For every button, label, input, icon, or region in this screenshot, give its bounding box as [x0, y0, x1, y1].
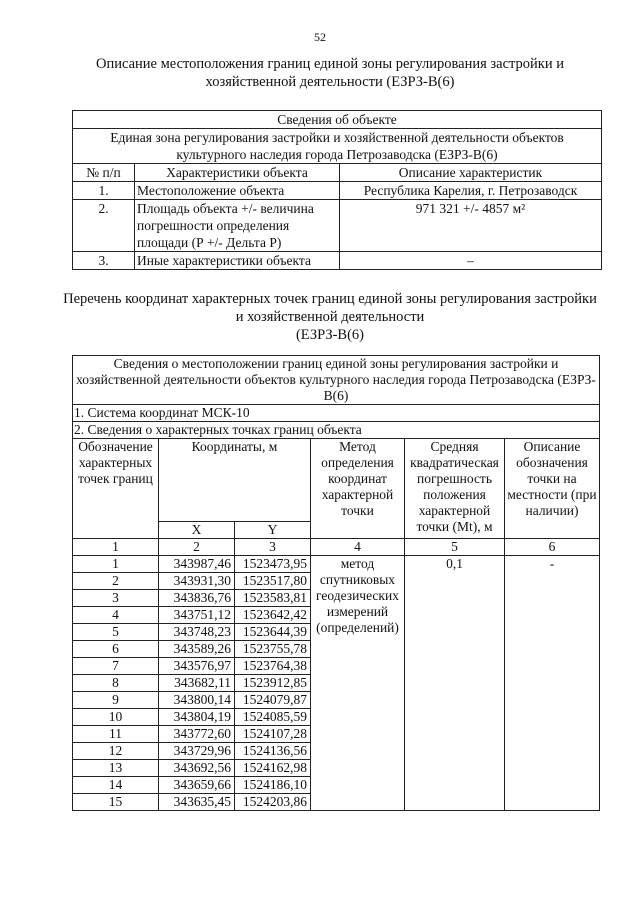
point-x: 343635,45 — [159, 794, 235, 811]
table-row — [73, 252, 602, 270]
col-number: 4 — [311, 539, 405, 556]
col-number: 2 — [159, 539, 235, 556]
point-number: 3 — [73, 590, 159, 607]
object-name: Единая зона регулирования застройки и хозяйственной деятельности объектов культурного наследия города Петрозаводска (ЕЗРЗ-В(6) — [73, 129, 602, 164]
col-number: 3 — [235, 539, 311, 556]
point-x: 343682,11 — [159, 675, 235, 692]
point-x: 343659,66 — [159, 777, 235, 794]
point-x: 343692,56 — [159, 760, 235, 777]
point-x: 343836,76 — [159, 590, 235, 607]
row-number: 1. — [73, 182, 135, 200]
row-number: 3. — [73, 252, 135, 270]
point-number: 13 — [73, 760, 159, 777]
point-x: 343729,96 — [159, 743, 235, 760]
point-number: 4 — [73, 607, 159, 624]
object-table-header: Сведения об объекте — [73, 111, 602, 129]
point-x: 343589,26 — [159, 641, 235, 658]
point-y: 1524079,87 — [235, 692, 311, 709]
point-y: 1524085,59 — [235, 709, 311, 726]
coordinates-table-header: Сведения о местоположении границ единой зоны регулирования застройки и хозяйственной деятельности объектов культурного наследия города Петрозаводска (ЕЗРЗ-В(6) — [73, 356, 600, 405]
row-description: Республика Карелия, г. Петрозаводск — [340, 182, 602, 200]
col-desc-header: Описание обозначения точки на местности (при наличии) — [505, 439, 600, 539]
point-y: 1523912,85 — [235, 675, 311, 692]
point-y: 1524107,28 — [235, 726, 311, 743]
coordinates-title-sub: (ЕЗРЗ-В(6) — [295, 327, 365, 343]
point-y: 1523755,78 — [235, 641, 311, 658]
point-number: 11 — [73, 726, 159, 743]
point-y: 1523517,80 — [235, 573, 311, 590]
point-number: 6 — [73, 641, 159, 658]
col-coords-header: Координаты, м — [159, 439, 311, 522]
row-characteristic: Местоположение объекта — [135, 182, 340, 200]
col-number: 1 — [73, 539, 159, 556]
row-description: 971 321 +/- 4857 м² — [340, 200, 602, 252]
table-row — [73, 556, 600, 573]
point-y: 1523473,95 — [235, 556, 311, 573]
point-x: 343931,30 — [159, 573, 235, 590]
point-number: 15 — [73, 794, 159, 811]
point-number: 2 — [73, 573, 159, 590]
col-y-header: Y — [235, 522, 311, 539]
col-method-header: Метод определения координат характерной точки — [311, 439, 405, 539]
method-value: метод спутниковых геодезических измерений (определений) — [311, 556, 405, 811]
col-num-header: № п/п — [73, 164, 135, 182]
col-point-header: Обозначение характерных точек границ — [73, 439, 159, 539]
point-y: 1524162,98 — [235, 760, 311, 777]
coordinate-system: 1. Система координат МСК-10 — [73, 405, 600, 422]
row-characteristic: Площадь объекта +/- величина погрешности определения площади (Р +/- Дельта Р) — [135, 200, 340, 252]
table-row — [73, 182, 602, 200]
point-y: 1523642,42 — [235, 607, 311, 624]
point-x: 343751,12 — [159, 607, 235, 624]
col-accuracy-header: Средняя квадратическая погрешность положения характерной точки (Mt), м — [405, 439, 505, 539]
point-x: 343748,23 — [159, 624, 235, 641]
point-number: 14 — [73, 777, 159, 794]
point-number: 8 — [73, 675, 159, 692]
point-y: 1524136,56 — [235, 743, 311, 760]
point-y: 1523583,81 — [235, 590, 311, 607]
col-char-header: Характеристики объекта — [135, 164, 340, 182]
point-number: 5 — [73, 624, 159, 641]
point-x: 343804,19 — [159, 709, 235, 726]
object-info-table — [72, 110, 602, 270]
row-description: – — [340, 252, 602, 270]
coordinates-title: Перечень координат характерных точек границ единой зоны регулирования застройки и хозяйственной деятельности — [63, 291, 597, 325]
col-x-header: X — [159, 522, 235, 539]
table-row — [73, 200, 602, 252]
point-number: 10 — [73, 709, 159, 726]
point-y: 1524203,86 — [235, 794, 311, 811]
accuracy-value: 0,1 — [405, 556, 505, 811]
col-desc-header: Описание характеристик — [340, 164, 602, 182]
page-number: 52 — [314, 30, 326, 44]
point-x: 343576,97 — [159, 658, 235, 675]
point-number: 12 — [73, 743, 159, 760]
points-info: 2. Сведения о характерных точках границ объекта — [73, 422, 600, 439]
point-number: 7 — [73, 658, 159, 675]
col-number: 6 — [505, 539, 600, 556]
document-title: Описание местоположения границ единой зоны регулирования застройки и хозяйственной деятельности (ЕЗРЗ-В(6) — [96, 56, 564, 90]
point-y: 1523644,39 — [235, 624, 311, 641]
point-x: 343772,60 — [159, 726, 235, 743]
point-x: 343987,46 — [159, 556, 235, 573]
point-y: 1524186,10 — [235, 777, 311, 794]
point-number: 1 — [73, 556, 159, 573]
point-x: 343800,14 — [159, 692, 235, 709]
description-value: - — [505, 556, 600, 811]
col-number: 5 — [405, 539, 505, 556]
coordinates-table — [72, 355, 600, 811]
point-number: 9 — [73, 692, 159, 709]
point-y: 1523764,38 — [235, 658, 311, 675]
row-number: 2. — [73, 200, 135, 252]
row-characteristic: Иные характеристики объекта — [135, 252, 340, 270]
